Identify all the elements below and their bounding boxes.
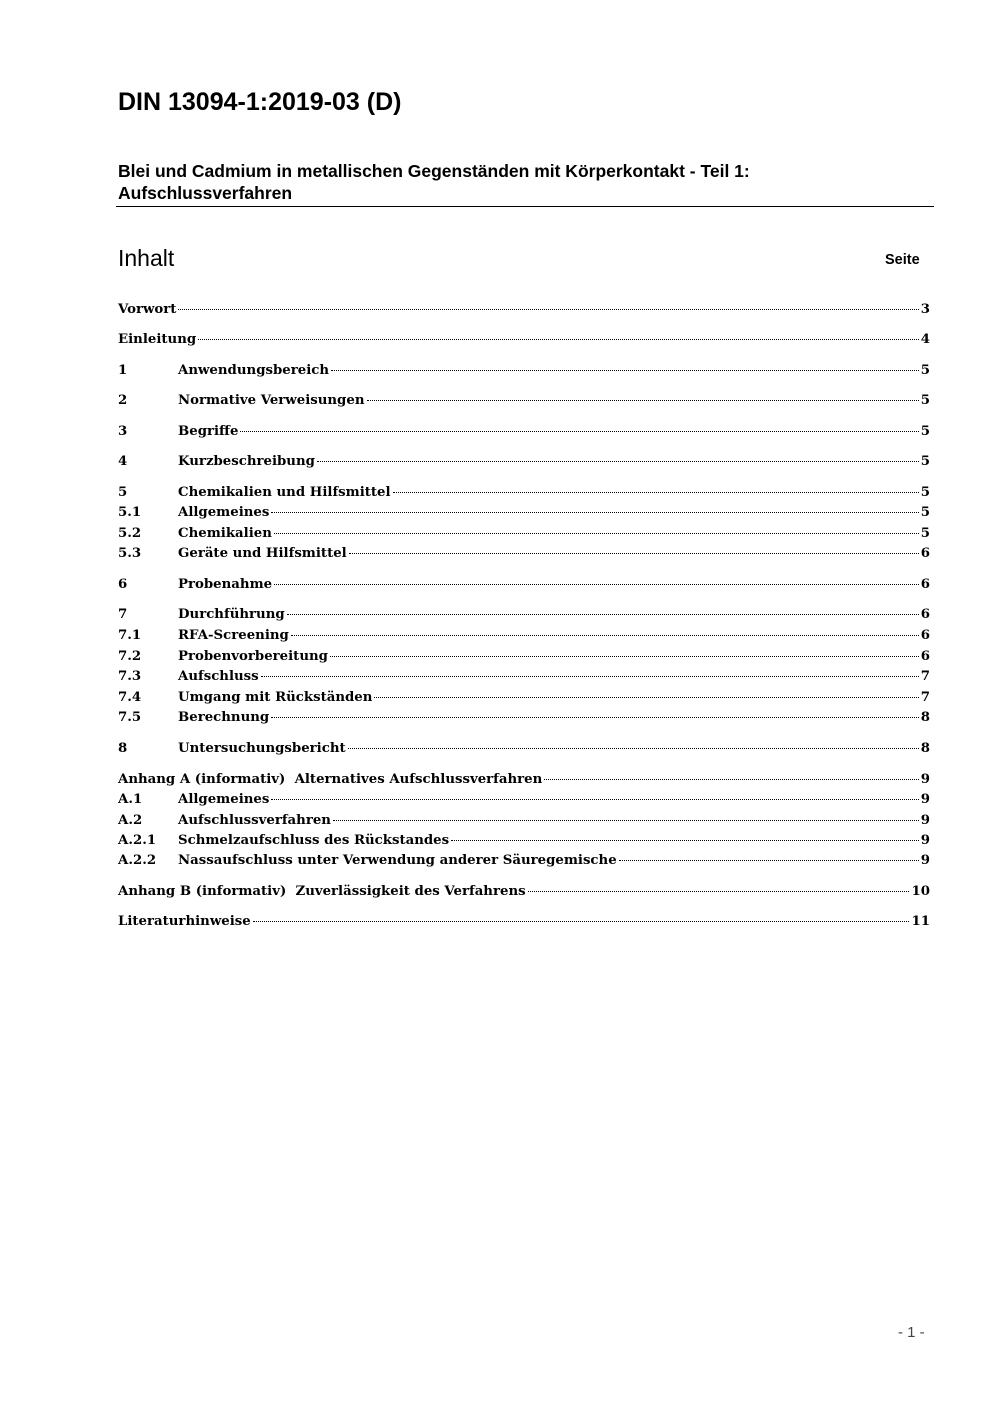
- toc-entry[interactable]: [118, 741, 930, 761]
- toc-entry-label: Chemikalien und Hilfsmittel: [178, 485, 391, 500]
- toc-dot-leader: [333, 820, 919, 821]
- toc-entry-number: 7.1: [118, 628, 142, 643]
- title-divider: [116, 206, 934, 207]
- toc-entry[interactable]: [118, 454, 930, 474]
- toc-entry-number: 8: [118, 741, 128, 756]
- toc-entry-page: 5: [920, 393, 930, 408]
- toc-entry[interactable]: [118, 526, 930, 546]
- toc-entry[interactable]: [118, 710, 930, 730]
- toc-dot-leader: [271, 512, 918, 513]
- toc-entry-page: 3: [920, 302, 930, 317]
- toc-entry[interactable]: [118, 772, 930, 792]
- toc-entry-label: Anwendungsbereich: [178, 363, 330, 378]
- toc-entry-number: 7: [118, 607, 128, 622]
- toc-entry-number: A.2.2: [118, 853, 157, 868]
- toc-entry-label: RFA-Screening: [178, 628, 289, 643]
- toc-entry-label: Durchführung: [178, 607, 285, 622]
- toc-dot-leader: [291, 635, 919, 636]
- toc-entry-page: 11: [911, 914, 930, 929]
- toc-entry[interactable]: [118, 669, 930, 689]
- toc-entry-label: Chemikalien: [178, 526, 272, 541]
- toc-entry-number: 7.3: [118, 669, 142, 684]
- toc-entry-number: 6: [118, 577, 128, 592]
- toc-entry-label: Anhang B (informativ) Zuverlässigkeit des Verfahrens: [118, 884, 526, 899]
- toc-entry-number: 2: [118, 393, 128, 408]
- toc-entry-label: Begriffe: [178, 424, 239, 439]
- toc-entry-number: 5: [118, 485, 128, 500]
- toc-entry-label: Allgemeines: [178, 792, 270, 807]
- toc-entry-page: 7: [920, 669, 930, 684]
- toc-entry-page: 6: [920, 577, 930, 592]
- toc-dot-leader: [198, 339, 919, 340]
- toc-dot-leader: [253, 921, 910, 922]
- toc-entry-label: Untersuchungsbericht: [178, 741, 346, 756]
- toc-entry-label: Kurzbeschreibung: [178, 454, 315, 469]
- toc-entry-page: 4: [920, 332, 930, 347]
- toc-entry-label: Berechnung: [178, 710, 270, 725]
- toc-entry-label: Anhang A (informativ) Alternatives Aufschlussverfahren: [118, 772, 543, 787]
- toc-dot-leader: [178, 309, 918, 310]
- toc-entry-number: 3: [118, 424, 128, 439]
- document-title-line2: Aufschlussverfahren: [118, 183, 293, 203]
- toc-entry-page: 5: [920, 526, 930, 541]
- toc-entry-number: A.2: [118, 813, 143, 828]
- toc-entry-label: Umgang mit Rückständen: [178, 690, 373, 705]
- toc-dot-leader: [317, 461, 919, 462]
- toc-entry-page: 7: [920, 690, 930, 705]
- toc-dot-leader: [393, 492, 919, 493]
- toc-entry-number: 5.2: [118, 526, 142, 541]
- toc-entry-page: 6: [920, 546, 930, 561]
- toc-entry[interactable]: [118, 813, 930, 833]
- document-title: [118, 160, 934, 204]
- document-title-line1: Blei und Cadmium in metallischen Gegenständen mit Körperkontakt - Teil 1:: [118, 161, 750, 181]
- toc-entry-page: 9: [920, 853, 930, 868]
- toc-entry[interactable]: [118, 424, 930, 444]
- toc-entry[interactable]: [118, 690, 930, 710]
- toc-dot-leader: [374, 697, 918, 698]
- toc-page-column-label: Seite: [885, 252, 920, 268]
- toc-dot-leader: [451, 840, 919, 841]
- toc-entry-label: Normative Verweisungen: [178, 393, 365, 408]
- toc-entry[interactable]: [118, 833, 930, 853]
- toc-entry-number: 5.1: [118, 505, 142, 520]
- toc-entry-number: A.2.1: [118, 833, 157, 848]
- toc-entry[interactable]: [118, 505, 930, 525]
- toc-entry-number: 1: [118, 363, 128, 378]
- toc-dot-leader: [271, 717, 919, 718]
- toc-entry[interactable]: [118, 577, 930, 597]
- toc-entry[interactable]: [118, 485, 930, 505]
- toc-dot-leader: [619, 860, 919, 861]
- toc-entry-page: 8: [920, 710, 930, 725]
- toc-dot-leader: [528, 891, 910, 892]
- toc-dot-leader: [348, 748, 919, 749]
- toc-entry[interactable]: [118, 884, 930, 904]
- toc-dot-leader: [331, 370, 919, 371]
- toc-entry-page: 9: [920, 772, 930, 787]
- toc-entry-label: Einleitung: [118, 332, 197, 347]
- toc-entry-label: Probenvorbereitung: [178, 649, 328, 664]
- toc-entry-label: Allgemeines: [178, 505, 270, 520]
- toc-entry-number: 7.5: [118, 710, 142, 725]
- toc-entry[interactable]: [118, 393, 930, 413]
- toc-heading: Inhalt: [118, 245, 175, 271]
- toc-dot-leader: [367, 400, 919, 401]
- toc-entry-number: 4: [118, 454, 128, 469]
- toc-dot-leader: [287, 614, 919, 615]
- toc-entry-page: 5: [920, 505, 930, 520]
- toc-dot-leader: [330, 656, 919, 657]
- toc-entry-label: Aufschlussverfahren: [178, 813, 331, 828]
- toc-entry[interactable]: [118, 914, 930, 934]
- toc-dot-leader: [274, 584, 919, 585]
- toc-entry-number: A.1: [118, 792, 143, 807]
- page-number: - 1 -: [898, 1324, 925, 1341]
- toc-entry-number: 7.2: [118, 649, 142, 664]
- toc-entry-page: 5: [920, 454, 930, 469]
- toc-entry-label: Aufschluss: [178, 669, 259, 684]
- toc-entry[interactable]: [118, 363, 930, 383]
- toc-entry-number: 7.4: [118, 690, 142, 705]
- toc-entry-label: Probenahme: [178, 577, 273, 592]
- toc-entry-page: 9: [920, 813, 930, 828]
- toc-entry-label: Nassaufschluss unter Verwendung anderer Säuregemische: [178, 853, 617, 868]
- toc-entry-page: 6: [920, 628, 930, 643]
- document-id: DIN 13094-1:2019-03 (D): [118, 88, 402, 116]
- toc-entry-label: Schmelzaufschluss des Rückstandes: [178, 833, 450, 848]
- toc-entry-page: 6: [920, 607, 930, 622]
- toc-dot-leader: [261, 676, 919, 677]
- toc-entry-page: 5: [920, 363, 930, 378]
- toc-entry-page: 5: [920, 485, 930, 500]
- toc-entry-number: 5.3: [118, 546, 142, 561]
- toc-entry-page: 8: [920, 741, 930, 756]
- toc-entry-page: 10: [911, 884, 930, 899]
- toc-dot-leader: [274, 533, 919, 534]
- toc-entry[interactable]: [118, 546, 930, 566]
- toc-dot-leader: [544, 779, 918, 780]
- toc-entry[interactable]: [118, 302, 930, 322]
- toc-entry-label: Literaturhinweise: [118, 914, 251, 929]
- toc-dot-leader: [349, 553, 919, 554]
- toc-entry[interactable]: [118, 628, 930, 648]
- toc-dot-leader: [271, 799, 918, 800]
- toc-entry-page: 6: [920, 649, 930, 664]
- toc-entry-label: Geräte und Hilfsmittel: [178, 546, 347, 561]
- toc-entry-page: 5: [920, 424, 930, 439]
- toc-entry[interactable]: [118, 853, 930, 873]
- toc-dot-leader: [240, 431, 918, 432]
- toc-entry-page: 9: [920, 792, 930, 807]
- toc-entry-page: 9: [920, 833, 930, 848]
- toc-entry[interactable]: [118, 607, 930, 627]
- toc-entry[interactable]: [118, 792, 930, 812]
- toc-entry-label: Vorwort: [118, 302, 177, 317]
- toc-entry[interactable]: [118, 332, 930, 352]
- toc-entry[interactable]: [118, 649, 930, 669]
